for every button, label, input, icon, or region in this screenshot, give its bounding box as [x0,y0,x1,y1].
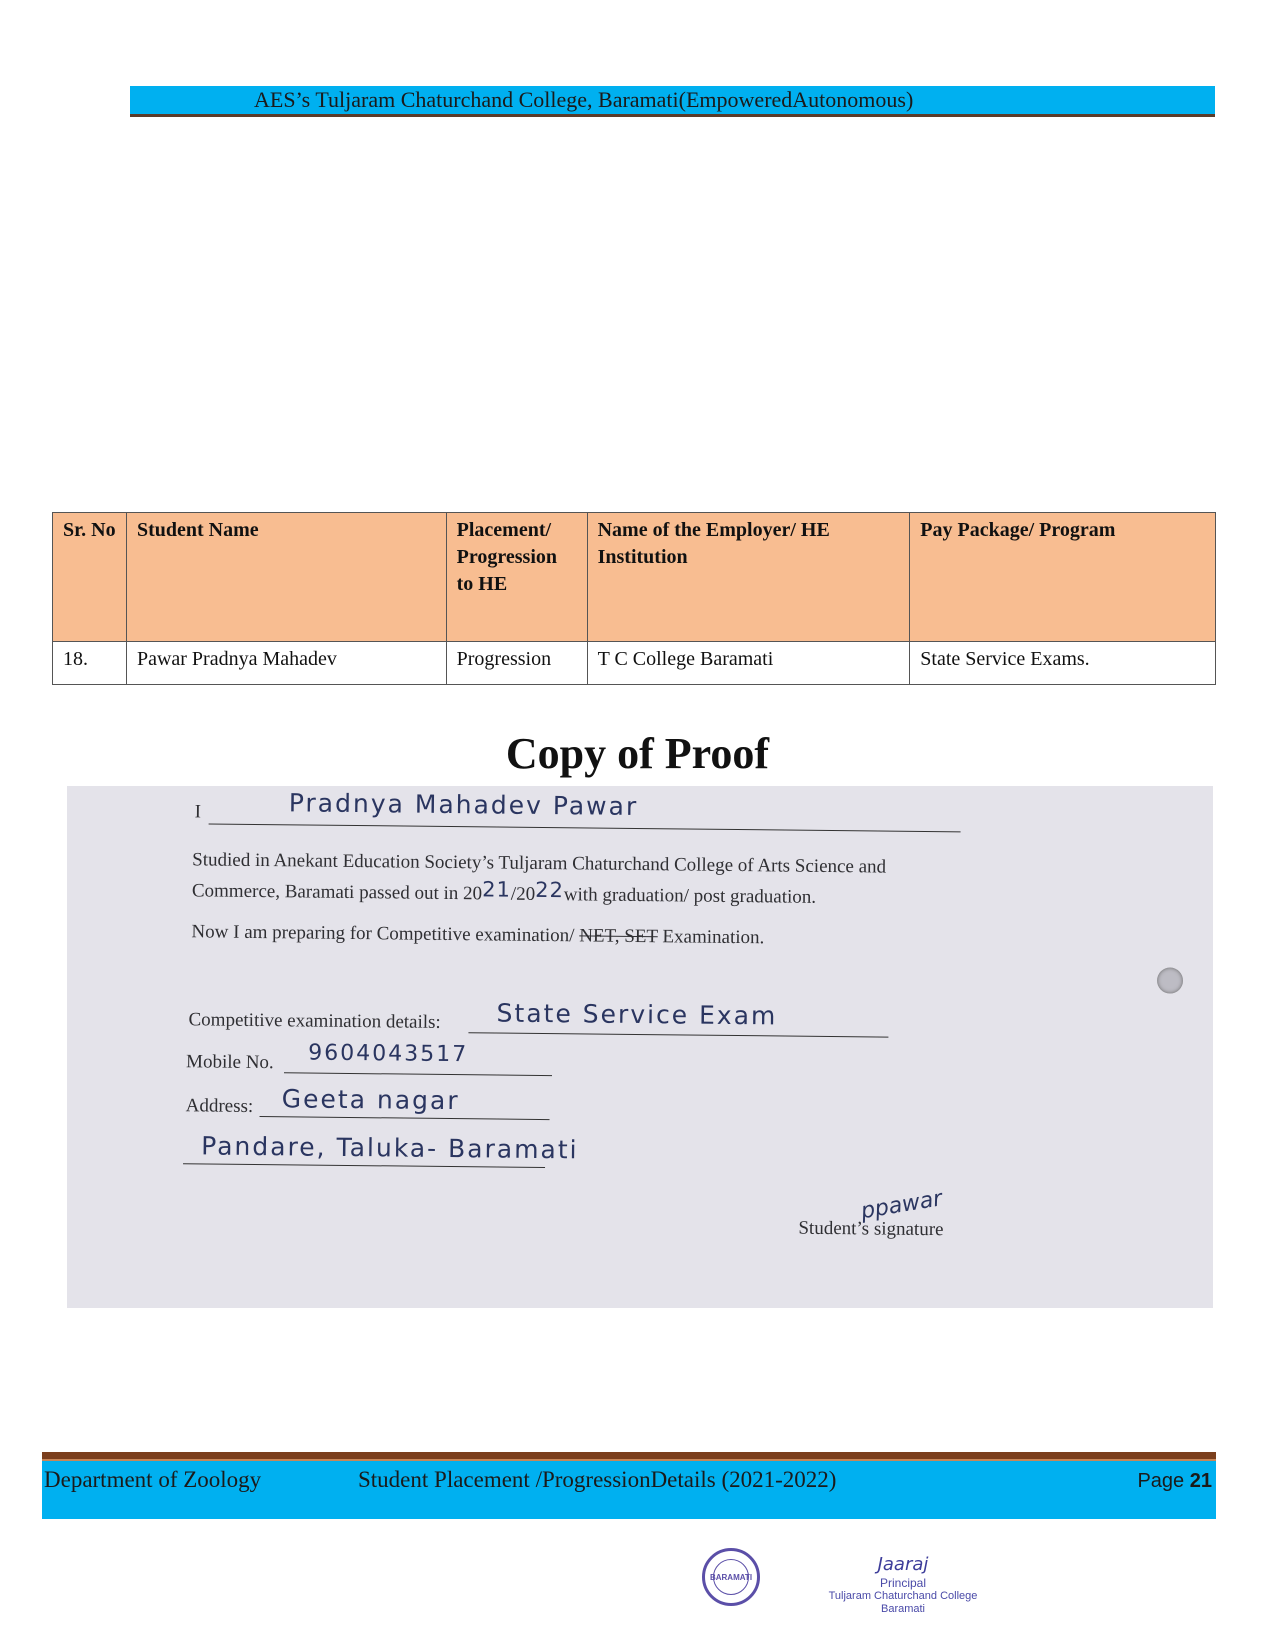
table-row [53,642,1216,685]
placement-table [52,512,1216,685]
cell-placement: Progression [446,642,587,685]
header-bar [130,86,1215,117]
cell-employer: T C College Baramati [587,642,910,685]
punch-hole [1157,967,1183,993]
col-pay-package: Pay Package/ Program [910,513,1216,642]
proof-i-label: I [194,801,202,823]
proof-document-image [67,786,1213,1308]
proof-line2-pre: Commerce, Baramati passed out in 20 [191,880,483,905]
proof-line1: Studied in Anekant Education Society’s Tuljaram Chaturchand College of Arts Science and [192,849,887,878]
principal-stamp [828,1554,978,1616]
table-header-row [53,513,1216,642]
college-seal-stamp [702,1548,760,1606]
college-title: AES’s Tuljaram Chaturchand College, Baramati(EmpoweredAutonomous) [254,87,914,112]
proof-line2-post: with graduation/ post graduation. [563,884,817,908]
col-employer: Name of the Employer/ HE Institution [587,513,910,642]
proof-signature-label: Student’s signature [798,1217,944,1241]
principal-city: Baramati [880,1603,926,1616]
col-student-name: Student Name [126,513,446,642]
proof-title: Copy of Proof [505,729,770,778]
footer-title: Student Placement /ProgressionDetails (2021-2022) [358,1467,837,1492]
proof-line3 [191,921,764,949]
proof-address-handwritten-1: Geeta nagar [281,1084,460,1116]
proof-exam-label: Competitive examination details: [188,1009,441,1033]
principal-signature: Jaaraj [877,1554,929,1575]
footer-rule [42,1452,1216,1461]
footer-page [1137,1470,1212,1493]
seal-text: BARAMATI [713,1559,749,1595]
col-sr-no: Sr. No [53,513,127,642]
page-label: Page [1137,1470,1185,1492]
proof-line3-post: Examination. [657,926,765,949]
proof-address-label: Address: [185,1095,254,1117]
cell-sr-no: 18. [53,642,127,685]
page-number: 21 [1189,1470,1212,1492]
principal-college: Tuljaram Chaturchand College [828,1589,978,1602]
proof-mobile-label: Mobile No. [186,1051,274,1074]
footer-bar [42,1461,1216,1519]
proof-line2 [192,877,816,909]
col-placement: Placement/ Progression to HE [446,513,587,642]
proof-line2-mid: /20 [510,883,536,905]
footer-department: Department of Zoology [44,1467,262,1492]
cell-pay-package: State Service Exams. [910,642,1216,685]
proof-year1-handwritten: 21 [482,877,512,902]
principal-label: Principal [879,1575,927,1590]
proof-exam-handwritten: State Service Exam [496,998,778,1031]
cell-student-name: Pawar Pradnya Mahadev [126,642,446,685]
proof-signature-image: ppawar [859,1186,945,1225]
proof-address-handwritten-2: Pandare, Taluka- Baramati [201,1131,579,1165]
proof-year2-handwritten: 22 [535,877,565,903]
proof-line3-strike: NET, SET [579,925,658,948]
proof-mobile-handwritten: 9604043517 [308,1040,469,1068]
proof-name-handwritten: Pradnya Mahadev Pawar [288,788,639,821]
proof-line3-pre: Now I am preparing for Competitive examination/ [191,921,580,947]
